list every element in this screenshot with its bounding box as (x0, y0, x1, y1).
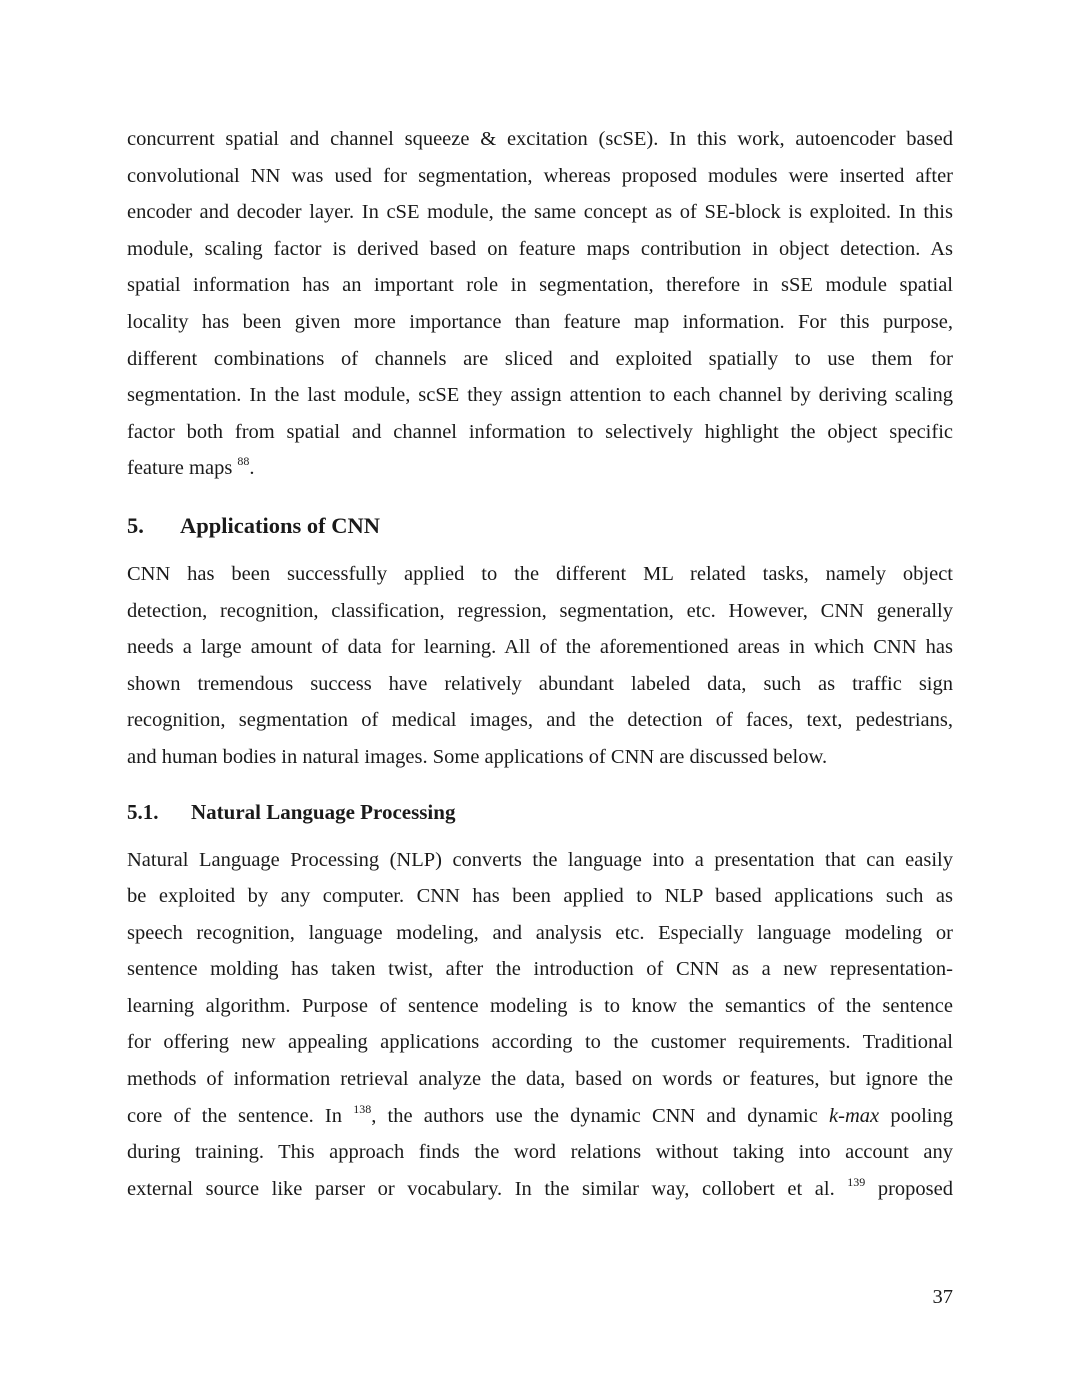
citation-ref[interactable]: 139 (847, 1174, 866, 1189)
text-line: detection, recognition, classification, regression, segmentation, etc. However, CNN generally (127, 599, 953, 622)
subsection-title: Natural Language Processing (191, 799, 456, 824)
text-line: encoder and decoder layer. In cSE module, the same concept as of SE-block is exploited. In this (127, 201, 953, 224)
text-line: shown tremendous success have relatively abundant labeled data, such as traffic sign (127, 672, 953, 695)
paragraph-nlp (127, 842, 953, 1208)
section-heading-applications (127, 513, 953, 539)
paragraph-applications (127, 556, 953, 776)
text-line: during training. This approach finds the word relations without taking into account any (127, 1141, 953, 1164)
text-segment: external source like parser or vocabulary. In the similar way, collobert et al. (127, 1177, 848, 1200)
text-segment: feature maps (127, 457, 238, 480)
text-segment: , the authors use the dynamic CNN and dynamic (371, 1104, 830, 1127)
text-line: concurrent spatial and channel squeeze & excitation (scSE). In this work, autoencoder based (127, 128, 953, 150)
text-line: sentence molding has taken twist, after the introduction of CNN as a new representation- (127, 958, 953, 981)
section-number: 5. (127, 512, 144, 538)
subsection-heading-nlp (127, 800, 953, 825)
text-line: recognition, segmentation of medical images, and the detection of faces, text, pedestrians, (127, 709, 953, 732)
text-line: module, scaling factor is derived based on feature maps contribution in object detection. As (127, 237, 953, 260)
citation-ref[interactable]: 88 (237, 454, 250, 469)
text-line: segmentation. In the last module, scSE they assign attention to each channel by deriving scaling (127, 384, 953, 407)
text-segment: . (249, 457, 255, 480)
text-segment: core of the sentence. In (127, 1104, 354, 1127)
section-title: Applications of CNN (180, 512, 381, 538)
text-line: methods of information retrieval analyze the data, based on words or features, but ignore the (127, 1068, 953, 1091)
citation-ref[interactable]: 138 (353, 1101, 372, 1116)
text-line: different combinations of channels are sliced and exploited spatially to use them for (127, 347, 953, 370)
text-line: for offering new appealing applications according to the customer requirements. Traditional (127, 1031, 953, 1054)
text-line: locality has been given more importance than feature map information. For this purpose, (127, 310, 953, 333)
text-line: needs a large amount of data for learning. All of the aforementioned areas in which CNN has (127, 636, 953, 659)
page-number: 37 (932, 1286, 953, 1308)
italic-term: k-max (829, 1104, 880, 1127)
text-line: and human bodies in natural images. Some applications of CNN are discussed below. (127, 745, 828, 768)
text-line: speech recognition, language modeling, and analysis etc. Especially language modeling or (127, 921, 953, 944)
text-line: factor both from spatial and channel information to selectively highlight the object specific (127, 420, 953, 443)
text-segment: proposed (865, 1177, 954, 1200)
text-line: Natural Language Processing (NLP) converts the language into a presentation that can easily (127, 848, 953, 871)
paragraph-scse (127, 121, 953, 487)
text-line (127, 450, 953, 487)
text-line: CNN has been successfully applied to the different ML related tasks, namely object (127, 562, 953, 585)
text-segment: pooling (879, 1104, 953, 1127)
text-line: learning algorithm. Purpose of sentence modeling is to know the semantics of the sentence (127, 994, 953, 1017)
text-line: convolutional NN was used for segmentation, whereas proposed modules were inserted after (127, 164, 953, 187)
text-line: be exploited by any computer. CNN has been applied to NLP based applications such as (127, 885, 953, 908)
subsection-number: 5.1. (127, 799, 159, 824)
document-page (127, 121, 953, 1207)
text-line: spatial information has an important role in segmentation, therefore in sSE module spatial (127, 274, 953, 297)
text-line (127, 1098, 953, 1135)
text-line (127, 1171, 953, 1208)
